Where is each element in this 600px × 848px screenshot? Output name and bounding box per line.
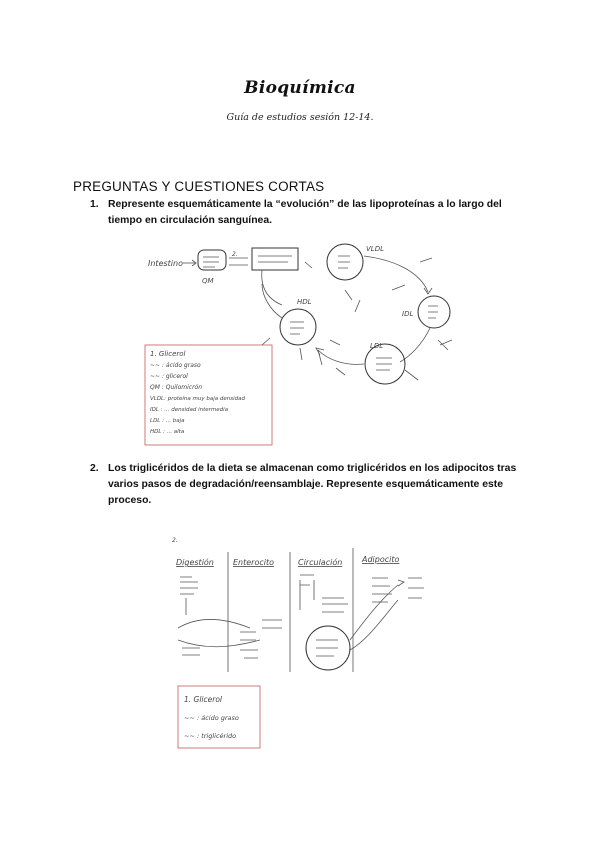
- label-vldl: VLDL: [366, 245, 384, 253]
- legend-1: [145, 345, 272, 445]
- question-text: Represente esquemáticamente la “evolución” de las lipoproteínas a lo largo del tiempo en circulación sanguínea.: [108, 199, 502, 226]
- hdl-circle: [280, 309, 316, 345]
- document-title: Bioquímica: [244, 78, 356, 98]
- legend-item: ~~ : glicerol: [150, 373, 188, 380]
- svg-text:2.: 2.: [232, 251, 238, 258]
- legend-item: ~~ : triglicérido: [184, 732, 237, 740]
- triglyceride-diagram: [172, 537, 424, 672]
- legend-item: ~~ : ácido graso: [184, 714, 239, 722]
- header-digestion: Digestión: [176, 558, 214, 567]
- question-number: 1.: [90, 199, 99, 210]
- label-ldl: LDL: [370, 342, 384, 350]
- legend-item: QM : Quilomicrón: [150, 384, 203, 391]
- legend-item: ~~ : ácido graso: [150, 362, 201, 369]
- label-chylomicron: QM: [202, 277, 214, 285]
- header-blood: Circulación: [298, 558, 343, 567]
- label-intestine: Intestino: [148, 259, 183, 268]
- legend-item: LDL : ... baja: [150, 418, 185, 424]
- legend-2: [178, 686, 260, 748]
- legend-item: 1. Glicerol: [150, 350, 186, 358]
- legend-item: 1. Glicerol: [184, 695, 223, 704]
- label-hdl: HDL: [297, 298, 312, 306]
- header-enterocyte: Enterocito: [233, 558, 275, 567]
- legend-item: HDL : ... alta: [150, 429, 185, 435]
- document-subtitle: Guía de estudios sesión 12-14.: [226, 112, 374, 123]
- question-text: Los triglicéridos de la dieta se almacenan como triglicéridos en los adipocitos tras varios pasos de degradación/reensamblaje. Represente esquemáticamente este proceso.: [108, 463, 517, 506]
- header-adipocyte: Adipocito: [362, 555, 400, 564]
- remnant-box: [252, 248, 298, 270]
- section-heading: PREGUNTAS Y CUESTIONES CORTAS: [73, 179, 325, 194]
- legend-item: IDL : ... densidad intermedia: [150, 407, 229, 413]
- question-number: 2.: [90, 463, 99, 474]
- legend-item: VLDL: proteína muy baja densidad: [150, 396, 245, 402]
- svg-text:2.: 2.: [172, 537, 178, 544]
- label-idl: IDL: [402, 310, 414, 318]
